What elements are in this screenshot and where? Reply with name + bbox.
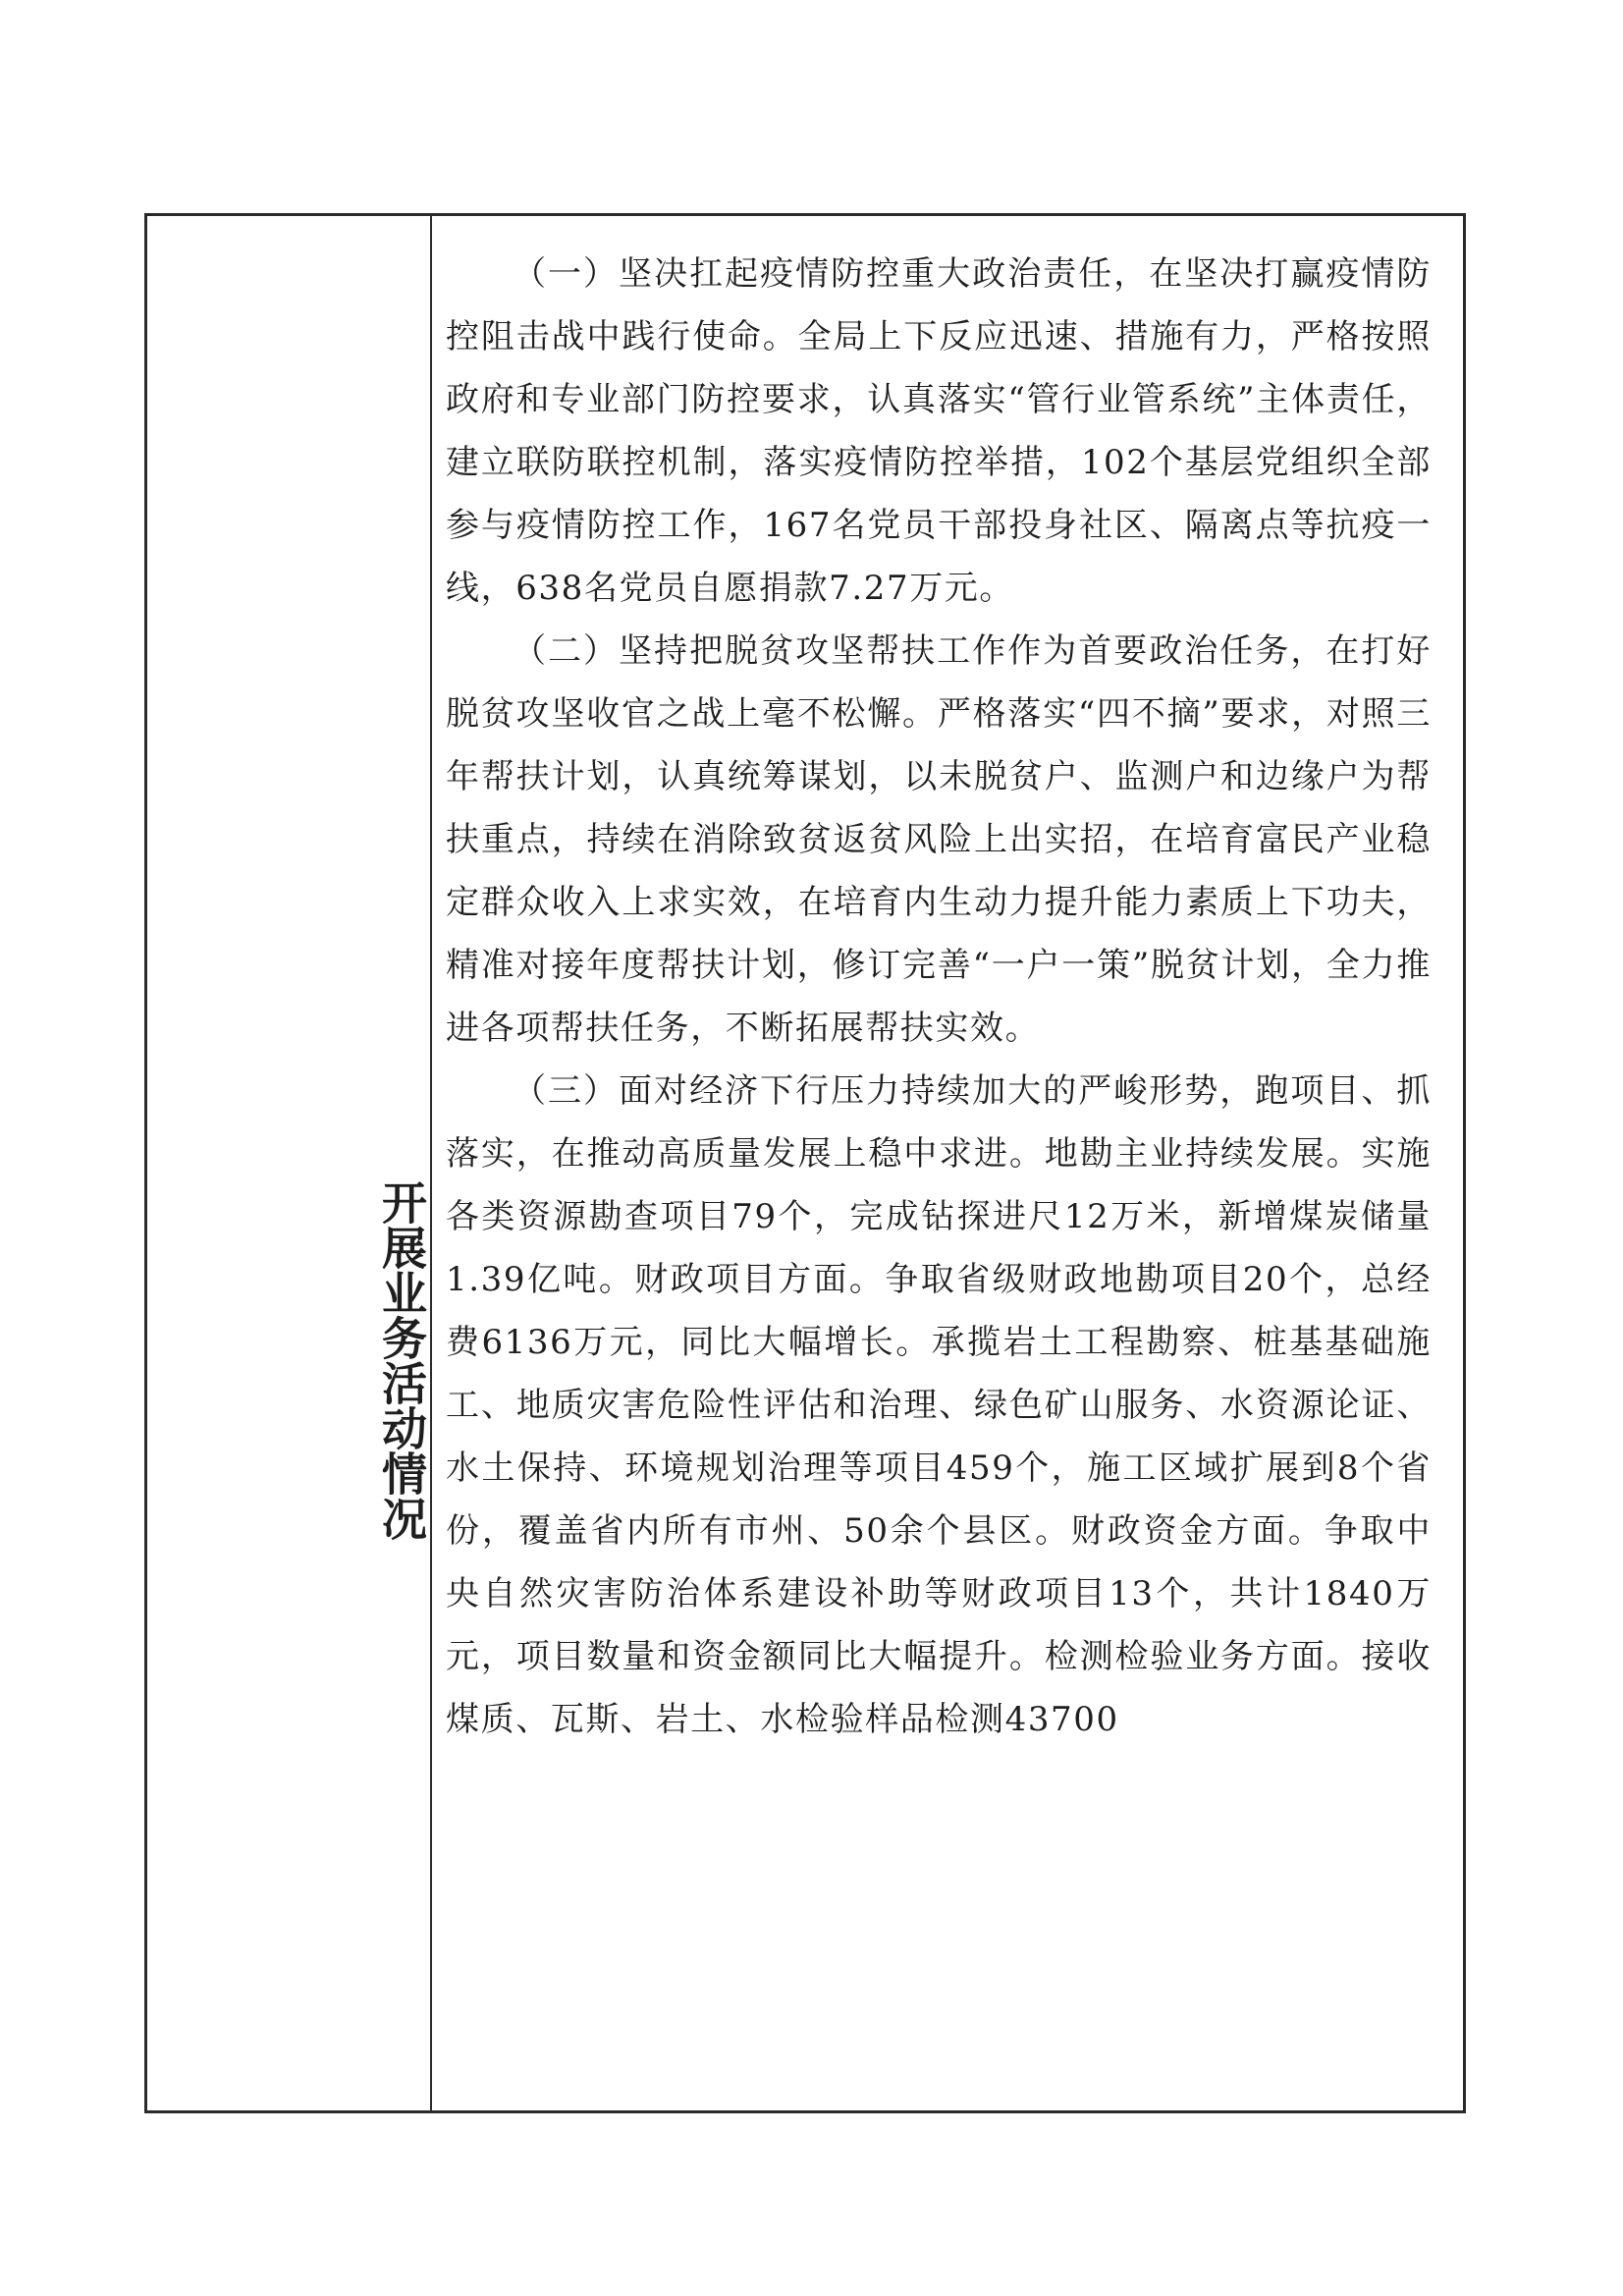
row-label-cell — [147, 216, 432, 2110]
paragraph-economic-development: （三）面对经济下行压力持续加大的严峻形势，跑项目、抓落实，在推动高质量发展上稳中求进。地勘主业持续发展。实施各类资源勘查项目79个，完成钻探进尺12万米，新增煤炭储量1.39亿吨。财政项目方面。争取省级财政地勘项目20个，总经费6136万元，同比大幅增长。承揽岩土工程勘察、桩基基础施工、地质灾害危险性评估和治理、绿色矿山服务、水资源论证、水土保持、环境规划治理等项目459个，施工区域扩展到8个省份，覆盖省内所有市州、50余个县区。财政资金方面。争取中央自然灾害防治体系建设补助等财政项目13个，共计1840万元，项目数量和资金额同比大幅提升。检测检验业务方面。接收煤质、瓦斯、岩土、水检验样品检测43700 — [446, 1071, 1432, 1739]
row-label — [147, 1154, 430, 1566]
paragraph-poverty-alleviation: （二）坚持把脱贫攻坚帮扶工作作为首要政治任务，在打好脱贫攻坚收官之战上毫不松懈。严格落实“四不摘”要求，对照三年帮扶计划，认真统筹谋划，以未脱贫户、监测户和边缘户为帮扶重点，持续在消除致贫返贫风险上出实招，在培育富民产业稳定群众收入上求实效，在培育内生动力提升能力素质上下功夫，精准对接年度帮扶计划，修订完善“一户一策”脱贫计划，全力推进各项帮扶任务，不断拓展帮扶实效。 — [446, 631, 1432, 1048]
content-cell — [432, 216, 1463, 2110]
row-label-text: 开展业务活动情况 — [375, 1179, 428, 1541]
activity-table — [144, 213, 1466, 2113]
paragraph-epidemic-prevention: （一）坚决扛起疫情防控重大政治责任，在坚决打赢疫情防控阻击战中践行使命。全局上下反应迅速、措施有力，严格按照政府和专业部门防控要求，认真落实“管行业管系统”主体责任，建立联防联控机制，落实疫情防控举措，102个基层党组织全部参与疫情防控工作，167名党员干部投身社区、隔离点等抗疫一线，638名党员自愿捐款7.27万元。 — [446, 254, 1432, 608]
